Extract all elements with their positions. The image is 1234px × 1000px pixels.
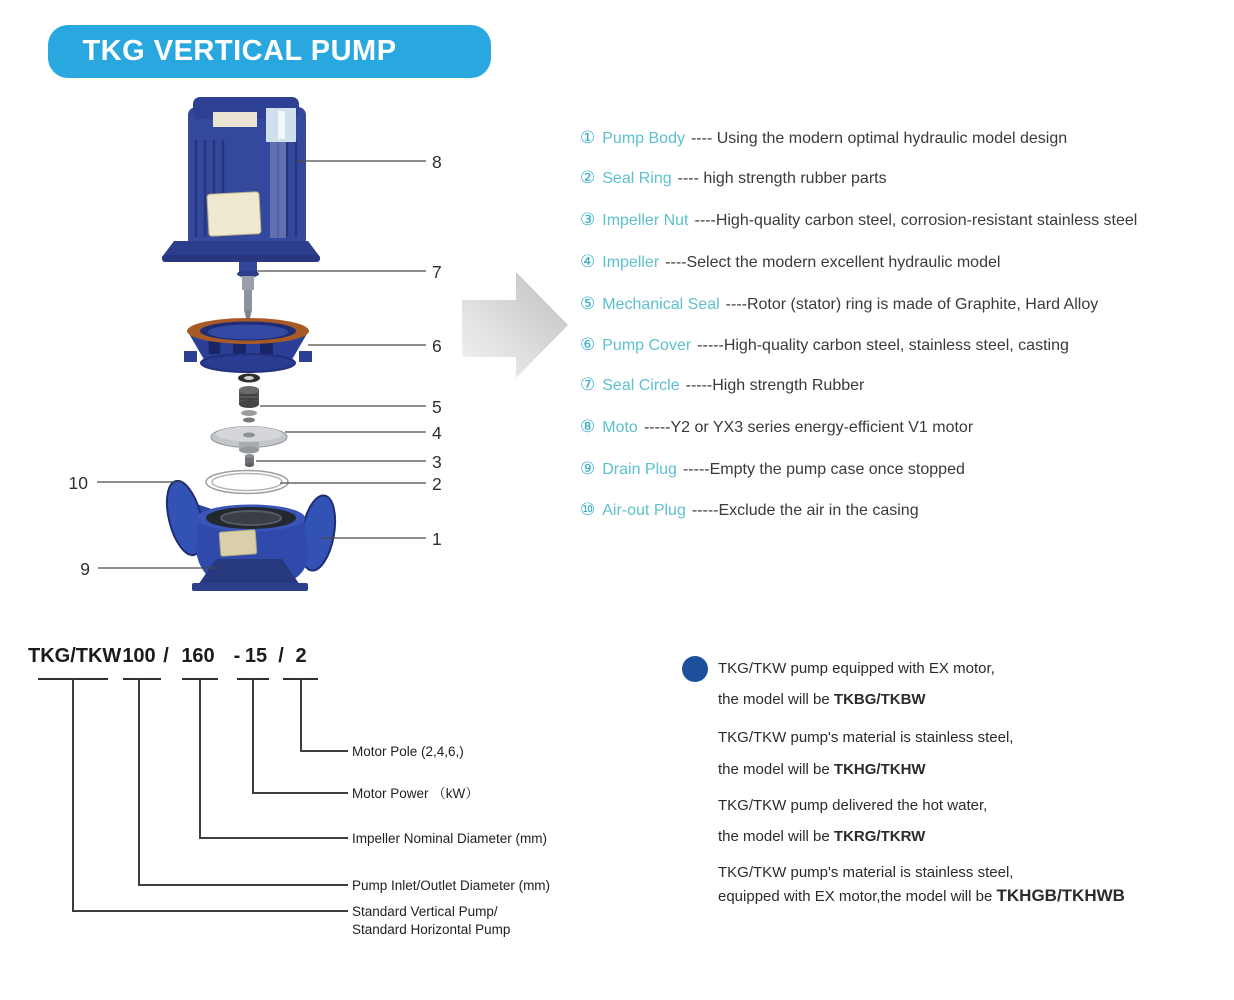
tree-line — [72, 679, 74, 912]
label-pump-type-line2: Standard Horizontal Pump — [352, 922, 511, 937]
part-desc: ----Rotor (stator) ring is made of Graphite, Hard Alloy — [725, 296, 1099, 313]
callout-8: 8 — [432, 152, 442, 172]
part-number: ⑥ — [580, 335, 596, 354]
note-line: the model will be TKHG/TKHW — [718, 761, 926, 778]
note-line: the model will be TKBG/TKBW — [718, 691, 926, 708]
part-desc: -----High strength Rubber — [685, 377, 865, 394]
seal-ring-illustration — [206, 471, 288, 494]
model-impeller: 160 — [181, 645, 215, 667]
part-item-5 — [580, 293, 1098, 316]
part-name: Pump Body — [602, 130, 685, 147]
tree-line — [300, 679, 302, 752]
part-name: Pump Cover — [602, 337, 692, 354]
label-pump-type-line1: Standard Vertical Pump/ — [352, 904, 498, 919]
tree-line — [300, 750, 348, 752]
note-line: TKG/TKW pump equipped with EX motor, — [718, 660, 995, 677]
label-motor-power: Motor Power （kW） — [352, 786, 479, 801]
part-name: Air-out Plug — [602, 502, 686, 519]
part-number: ⑦ — [580, 375, 596, 394]
drain-plug-area — [198, 559, 300, 585]
tree-line — [252, 792, 348, 794]
part-item-9 — [580, 458, 965, 481]
page-title: TKG VERTICAL PUMP — [82, 35, 397, 67]
part-name: Mechanical Seal — [602, 296, 720, 313]
callout-3: 3 — [432, 452, 442, 472]
part-number: ⑤ — [580, 294, 596, 313]
label-pump-type — [352, 903, 510, 939]
callout-4: 4 — [432, 423, 442, 443]
callout-9: 9 — [80, 559, 90, 579]
tree-line — [252, 679, 254, 794]
note-line: TKG/TKW pump's material is stainless steel, — [718, 729, 1014, 746]
pump-cover-illustration — [184, 318, 312, 372]
callout-1: 1 — [432, 529, 442, 549]
part-desc: ----High-quality carbon steel, corrosion-resistant stainless steel — [694, 212, 1138, 229]
note-line: TKG/TKW pump's material is stainless steel, — [718, 864, 1014, 881]
part-item-8 — [580, 416, 973, 439]
callout-10: 10 — [68, 473, 88, 493]
impeller-nut-illustration — [245, 454, 254, 467]
model-pole: 2 — [295, 645, 307, 667]
part-desc: -----Empty the pump case once stopped — [682, 461, 965, 478]
tree-line — [138, 884, 348, 886]
model-separator: / — [278, 645, 284, 667]
part-item-4 — [580, 251, 1000, 274]
part-number: ④ — [580, 252, 596, 271]
part-number: ① — [580, 128, 596, 147]
motor-illustration — [162, 97, 320, 262]
callout-6: 6 — [432, 336, 442, 356]
note-line: the model will be TKRG/TKRW — [718, 828, 926, 845]
label-inlet-diam: Pump Inlet/Outlet Diameter (mm) — [352, 878, 551, 893]
model-separator: - — [233, 645, 241, 667]
tree-line — [72, 910, 348, 912]
title-banner — [48, 25, 491, 78]
model-inlet: 100 — [122, 645, 156, 667]
part-name: Drain Plug — [602, 461, 677, 478]
part-name: Impeller Nut — [602, 212, 689, 229]
label-impeller-diam: Impeller Nominal Diameter (mm) — [352, 831, 548, 846]
part-desc: -----High-quality carbon steel, stainless steel, casting — [697, 337, 1069, 354]
underline-inlet — [123, 678, 161, 680]
pump-exploded-diagram — [20, 85, 580, 605]
part-item-3 — [580, 209, 1137, 232]
callout-7: 7 — [432, 262, 442, 282]
part-number: ⑩ — [580, 500, 596, 519]
mechanical-seal-illustration — [238, 374, 260, 423]
part-name: Impeller — [602, 254, 660, 271]
model-power: 15 — [244, 645, 268, 667]
part-name: Seal Ring — [602, 170, 672, 187]
bullet-icon — [682, 656, 708, 682]
impeller-illustration — [211, 427, 287, 454]
model-series: TKG/TKW — [28, 645, 122, 667]
part-desc: -----Exclude the air in the casing — [691, 502, 919, 519]
callout-5: 5 — [432, 397, 442, 417]
part-name: Moto — [602, 419, 638, 436]
callout-2: 2 — [432, 474, 442, 494]
arrow-right-icon — [462, 272, 568, 378]
part-item-2 — [580, 167, 887, 190]
part-name: Seal Circle — [602, 377, 680, 394]
part-number: ⑧ — [580, 417, 596, 436]
part-desc: ----Select the modern excellent hydraulic model — [665, 254, 1001, 271]
part-item-1 — [580, 127, 1067, 150]
part-item-7 — [580, 374, 864, 397]
part-desc: ---- high strength rubber parts — [677, 170, 887, 187]
part-desc: ---- Using the modern optimal hydraulic model design — [690, 130, 1068, 147]
label-motor-pole: Motor Pole (2,4,6,) — [352, 744, 464, 759]
tree-line — [199, 837, 348, 839]
tree-line — [138, 679, 140, 886]
part-item-6 — [580, 334, 1069, 357]
note-line: TKG/TKW pump delivered the hot water, — [718, 797, 988, 814]
note-line: equipped with EX motor,the model will be TKHGB/TKHWB — [718, 886, 1125, 905]
part-item-10 — [580, 499, 919, 522]
part-number: ⑨ — [580, 459, 596, 478]
part-number: ③ — [580, 210, 596, 229]
part-number: ② — [580, 168, 596, 187]
pump-body-illustration — [160, 477, 340, 591]
part-desc: -----Y2 or YX3 series energy-efficient V1 motor — [643, 419, 974, 436]
tree-line — [199, 679, 201, 839]
model-separator: / — [163, 645, 169, 667]
